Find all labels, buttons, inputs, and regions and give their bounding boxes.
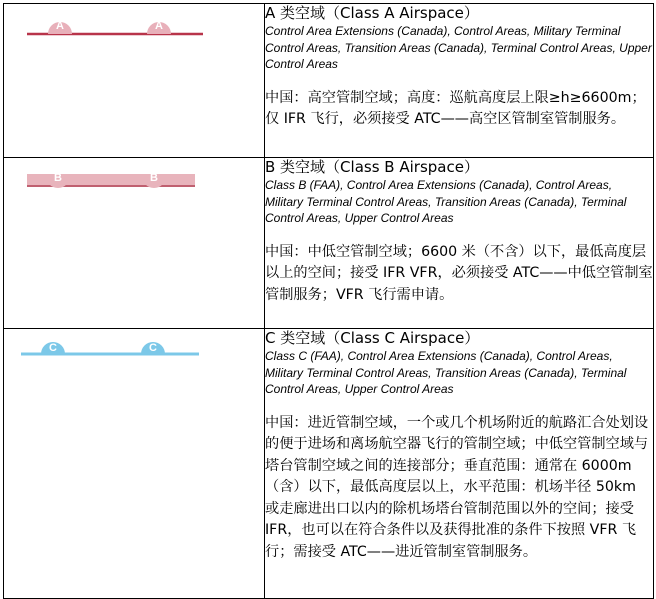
class-c-airspace-symbol — [4, 329, 265, 365]
description-cell-class-c — [265, 329, 654, 599]
class-a-applicability: Control Area Extensions (Canada), Control Areas, Military Terminal Control Areas, Transition Areas (Canada), Terminal Control Areas, Upper Control Areas — [265, 24, 652, 71]
class-a-marker-left — [48, 20, 72, 34]
class-c-china-description: 中国：进近管制空域，一个或几个机场附近的航路汇合处划设的便于进场和离场航空器飞行的管制空域；中低空管制空域与塔台管制空域之间的连接部分；垂直范围：通常在 6000m（含）以下，最低高度层以上，水平范围：机场半径 50km 或走廊进出口以内的除机场塔台管制范围以外的空间；接受 IFR，也可以在符合条件以及获得批准的条件下按照 VFR 飞行；需接受 ATC——进近管制室管制服务。 — [265, 414, 649, 560]
class-b-marker-letter: B — [150, 172, 158, 184]
class-c-applicability: Class C (FAA), Control Area Extensions (Canada), Control Areas, Military Terminal Control Areas, Transition Areas (Canada), Terminal Control Areas, Upper Control Areas — [265, 349, 627, 396]
class-a-airspace-symbol — [4, 4, 265, 48]
class-b-marker-letter: B — [54, 172, 62, 184]
symbol-cell-class-b — [4, 158, 265, 329]
symbol-cell-class-c — [4, 329, 265, 599]
class-b-title: B 类空域（Class B Airspace） — [265, 158, 479, 176]
class-a-china-description: 中国：高空管制空域；高度：巡航高度层上限≥h≥6600m；仅 IFR 飞行，必须接受 ATC——高空区管制室管制服务。 — [265, 89, 646, 127]
class-a-marker-right — [147, 20, 171, 34]
class-b-applicability: Class B (FAA), Control Area Extensions (Canada), Control Areas, Military Terminal Control Areas, Transition Areas (Canada), Terminal Control Areas, Upper Control Areas — [265, 178, 627, 225]
class-c-marker-right — [141, 342, 165, 354]
description-cell-class-a — [265, 4, 654, 158]
class-c-marker-letter: C — [49, 342, 57, 354]
description-cell-class-b — [265, 158, 654, 329]
table-row-class-a — [4, 4, 654, 158]
table-row-class-c — [4, 329, 654, 599]
class-c-marker-left — [41, 342, 65, 354]
class-a-title: A 类空域（Class A Airspace） — [265, 4, 479, 22]
class-a-marker-letter: A — [56, 20, 64, 32]
airspace-class-table — [3, 3, 654, 599]
class-b-china-description: 中国：中低空管制空域；6600 米（不含）以下，最低高度层以上的空间；接受 IFR VFR，必须接受 ATC——中低空管制室管制服务；VFR 飞行需申请。 — [265, 243, 653, 303]
table-row-class-b — [4, 158, 654, 329]
class-a-marker-letter: A — [155, 20, 163, 32]
class-b-airspace-symbol — [4, 158, 265, 194]
symbol-cell-class-a — [4, 4, 265, 158]
class-c-marker-letter: C — [149, 342, 157, 354]
class-c-title: C 类空域（Class C Airspace） — [265, 329, 480, 347]
